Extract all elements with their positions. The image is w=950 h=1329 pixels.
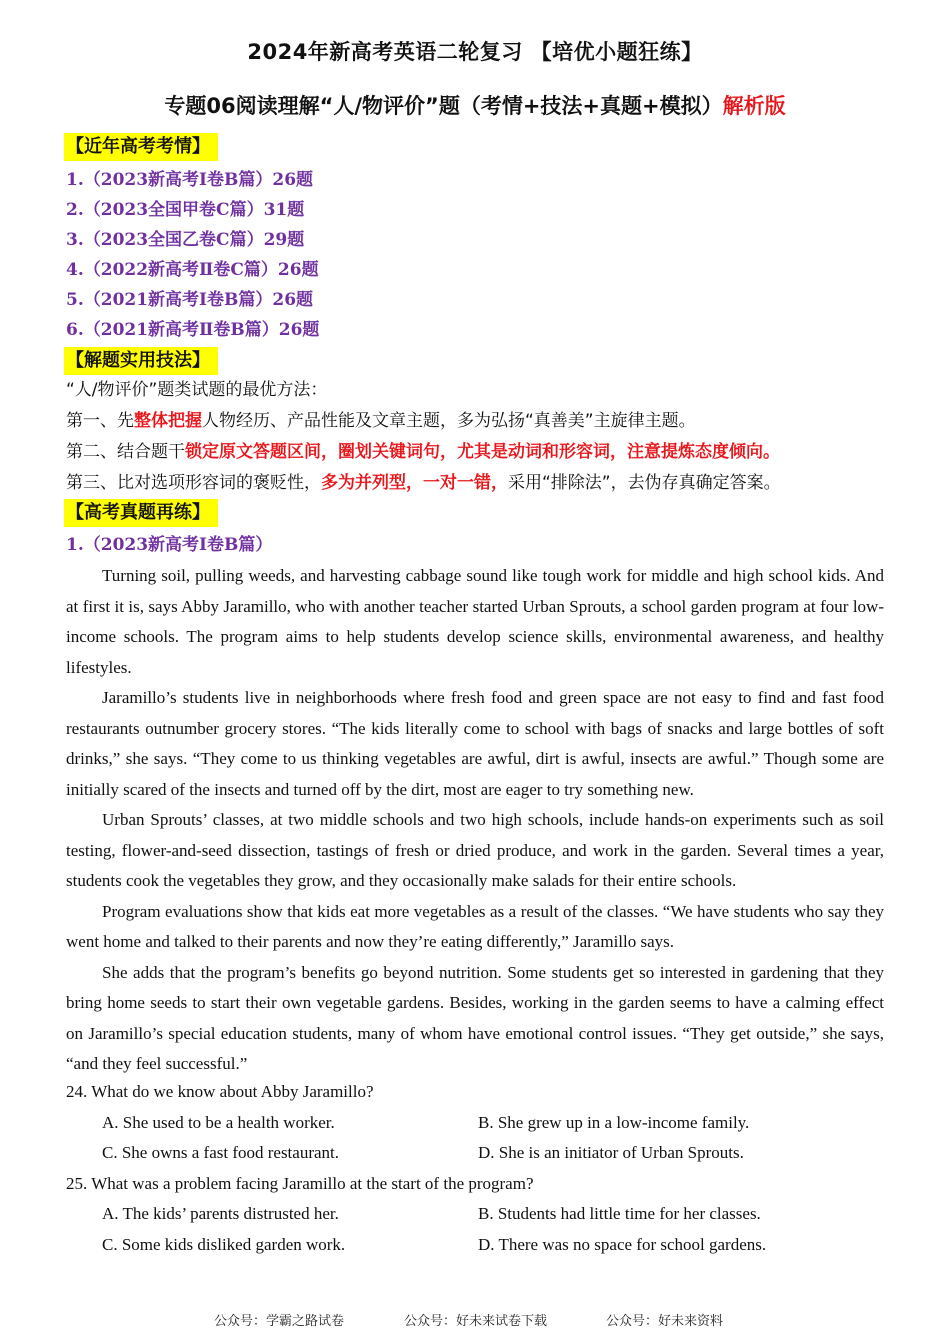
exam-item: 1.（2023新高考Ⅰ卷B篇）26题 xyxy=(66,170,314,190)
question-25: 25. What was a problem facing Jaramillo at the start of the program? xyxy=(66,1174,534,1193)
passage-paragraph: Program evaluations show that kids eat more vegetables as a result of the classes. “We have students who say they went home and talked to their parents and now they’re eating differently,” Jaramillo says. xyxy=(66,901,884,951)
option-25-b: B. Students had little time for her classes. xyxy=(478,1204,761,1223)
passage-source: 1.（2023新高考Ⅰ卷B篇） xyxy=(66,535,273,555)
passage-paragraph: Jaramillo’s students live in neighborhoods where fresh food and green space are not easy to find and fast food restaurants outnumber grocery stores. “The kids literally come to school with bags of snacks and large bottles of soft drinks,” she says. “They come to us thinking vegetables are awful, dirt is awful, insects are awful.” Though some are initially scared of the insects and turned off by the dirt, most are eager to try something new. xyxy=(66,688,884,799)
option-24-b: B. She grew up in a low-income family. xyxy=(478,1113,750,1132)
option-25-d: D. There was no space for school gardens. xyxy=(478,1235,767,1254)
option-25-a: A. The kids’ parents distrusted her. xyxy=(102,1204,339,1223)
section-heading-trends: 【近年高考考情】 xyxy=(64,133,218,161)
exam-item: 3.（2023全国乙卷C篇）29题 xyxy=(66,230,305,250)
option-24-d: D. She is an initiator of Urban Sprouts. xyxy=(478,1143,744,1162)
option-24-a: A. She used to be a health worker. xyxy=(102,1113,335,1132)
reading-passage xyxy=(66,561,884,1080)
option-25-c: C. Some kids disliked garden work. xyxy=(102,1235,346,1254)
skills-intro: “人/物评价”题类试题的最优方法： xyxy=(66,380,328,400)
skills-step-3: 第三、比对选项形容词的褒贬性，多为并列型，一对一错，采用“排除法”，去伪存真确定答案。 xyxy=(66,473,781,493)
section-heading-practice: 【高考真题再练】 xyxy=(64,499,218,527)
exam-item: 5.（2021新高考Ⅰ卷B篇）26题 xyxy=(66,290,314,310)
skills-step-2: 第二、结合题干锁定原文答题区间，圈划关键词句，尤其是动词和形容词，注意提炼态度倾向。 xyxy=(66,442,780,462)
passage-paragraph: Turning soil, pulling weeds, and harvesting cabbage sound like tough work for middle and high school kids. And at first it is, says Abby Jaramillo, who with another teacher started Urban Sprouts, a school garden program at four low-income schools. The program aims to help students develop science skills, environmental awareness, and healthy lifestyles. xyxy=(66,566,884,677)
footer-account: 公众号：学霸之路试卷 xyxy=(214,1314,345,1329)
question-24: 24. What do we know about Abby Jaramillo? xyxy=(66,1082,374,1101)
option-24-c: C. She owns a fast food restaurant. xyxy=(102,1143,340,1162)
footer-account: 公众号：好未来试卷下载 xyxy=(404,1314,548,1329)
document-title: 2024年新高考英语二轮复习 【培优小题狂练】 xyxy=(247,40,703,64)
subtitle-main: 专题06阅读理解“人/物评价”题（考情+技法+真题+模拟） xyxy=(164,94,723,118)
passage-paragraph: Urban Sprouts’ classes, at two middle schools and two high schools, include hands-on experiments such as soil testing, flower-and-seed dissection, tastings of fresh or dried produce, and work in the garden. Several times a year, students cook the vegetables they grow, and they occasionally make salads for their entire schools. xyxy=(66,810,884,890)
document-subtitle xyxy=(0,90,950,120)
exam-item: 6.（2021新高考Ⅱ卷B篇）26题 xyxy=(66,320,320,340)
subtitle-tag: 解析版 xyxy=(722,94,786,118)
exam-item: 4.（2022新高考Ⅱ卷C篇）26题 xyxy=(66,260,319,280)
exam-item: 2.（2023全国甲卷C篇）31题 xyxy=(66,200,305,220)
passage-paragraph: She adds that the program’s benefits go beyond nutrition. Some students get so interested in gardening that they bring home seeds to start their own vegetable gardens. Besides, working in the garden seems to have a calming effect on Jaramillo’s special education students, many of whom have emotional control issues. “They get outside,” she says, “and they feel successful.” xyxy=(66,962,884,1073)
section-heading-skills: 【解题实用技法】 xyxy=(64,347,218,375)
footer-account: 公众号：好未来资料 xyxy=(606,1314,724,1329)
skills-step-1: 第一、先整体把握人物经历、产品性能及文章主题，多为弘扬“真善美”主旋律主题。 xyxy=(66,411,696,431)
